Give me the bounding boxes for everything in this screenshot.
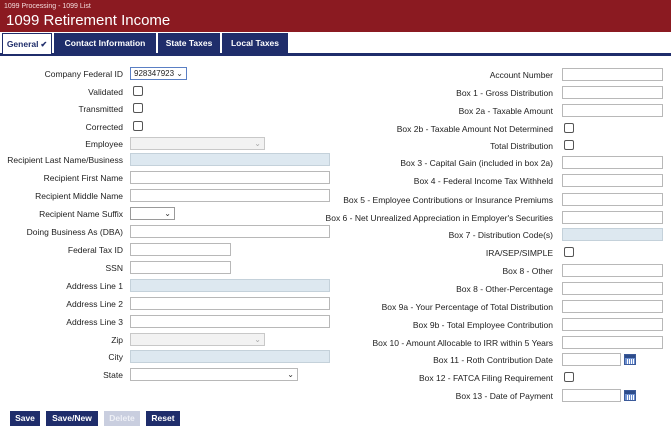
box9a-input[interactable] bbox=[562, 300, 663, 313]
recipient-first-name-label: Recipient First Name bbox=[43, 173, 123, 183]
recipient-last-name-label: Recipient Last Name/Business bbox=[7, 155, 123, 165]
federal-tax-id-label: Federal Tax ID bbox=[67, 245, 123, 255]
tab-contact-information-label: Contact Information bbox=[64, 38, 146, 48]
box11-date-input[interactable] bbox=[562, 353, 621, 366]
page-title: 1099 Retirement Income bbox=[6, 12, 171, 29]
box10-input[interactable] bbox=[562, 336, 663, 349]
reset-button[interactable]: Reset bbox=[146, 411, 180, 426]
box8-percentage-label: Box 8 - Other-Percentage bbox=[456, 284, 553, 294]
account-number-label: Account Number bbox=[489, 70, 553, 80]
validated-checkbox[interactable] bbox=[133, 86, 143, 96]
city-label: City bbox=[108, 352, 123, 362]
breadcrumb: 1099 Processing - 1099 List bbox=[4, 3, 91, 10]
box2a-input[interactable] bbox=[562, 104, 663, 117]
zip-label: Zip bbox=[111, 335, 123, 345]
tab-general[interactable] bbox=[2, 33, 52, 54]
box12-checkbox[interactable] bbox=[564, 372, 574, 382]
box9b-label: Box 9b - Total Employee Contribution bbox=[412, 320, 553, 330]
box9b-input[interactable] bbox=[562, 318, 663, 331]
corrected-checkbox[interactable] bbox=[133, 121, 143, 131]
zip-select[interactable] bbox=[130, 333, 265, 346]
tab-state-taxes-label: State Taxes bbox=[165, 38, 213, 48]
state-label: State bbox=[103, 370, 123, 380]
tab-local-taxes-label: Local Taxes bbox=[230, 38, 280, 48]
tab-local-taxes[interactable] bbox=[222, 33, 288, 53]
box11-label: Box 11 - Roth Contribution Date bbox=[433, 355, 553, 365]
box2b-checkbox[interactable] bbox=[564, 123, 574, 133]
tab-contact-information[interactable] bbox=[54, 33, 156, 53]
box13-date-input[interactable] bbox=[562, 389, 621, 402]
save-button[interactable]: Save bbox=[10, 411, 40, 426]
calendar-icon[interactable] bbox=[624, 390, 636, 401]
save-new-button[interactable]: Save/New bbox=[46, 411, 98, 426]
dba-input[interactable] bbox=[130, 225, 330, 238]
validated-label: Validated bbox=[88, 87, 123, 97]
address-line-2-input[interactable] bbox=[130, 297, 330, 310]
city-input[interactable] bbox=[130, 350, 330, 363]
federal-tax-id-input[interactable] bbox=[130, 243, 231, 256]
corrected-label: Corrected bbox=[85, 122, 123, 132]
company-federal-id-select[interactable] bbox=[130, 67, 187, 80]
employee-label: Employee bbox=[85, 139, 123, 149]
dba-label: Doing Business As (DBA) bbox=[26, 227, 123, 237]
box5-label: Box 5 - Employee Contributions or Insurance Premiums bbox=[343, 195, 553, 205]
ssn-input[interactable] bbox=[130, 261, 231, 274]
address-line-1-input[interactable] bbox=[130, 279, 330, 292]
box4-input[interactable] bbox=[562, 174, 663, 187]
box6-input[interactable] bbox=[562, 211, 663, 224]
box5-input[interactable] bbox=[562, 193, 663, 206]
address-line-3-label: Address Line 3 bbox=[66, 317, 123, 327]
tab-bar bbox=[0, 33, 671, 56]
tab-state-taxes[interactable] bbox=[158, 33, 220, 53]
box4-label: Box 4 - Federal Income Tax Withheld bbox=[413, 176, 553, 186]
total-distribution-checkbox[interactable] bbox=[564, 140, 574, 150]
chevron-down-icon: ⌄ bbox=[287, 370, 294, 379]
box1-label: Box 1 - Gross Distribution bbox=[456, 88, 553, 98]
address-line-2-label: Address Line 2 bbox=[66, 299, 123, 309]
box3-label: Box 3 - Capital Gain (included in box 2a) bbox=[400, 158, 553, 168]
recipient-middle-name-label: Recipient Middle Name bbox=[35, 191, 123, 201]
recipient-middle-name-input[interactable] bbox=[130, 189, 330, 202]
box1-input[interactable] bbox=[562, 86, 663, 99]
recipient-name-suffix-select[interactable] bbox=[130, 207, 175, 220]
box9a-label: Box 9a - Your Percentage of Total Distribution bbox=[381, 302, 553, 312]
box2a-label: Box 2a - Taxable Amount bbox=[458, 106, 553, 116]
recipient-last-name-input[interactable] bbox=[130, 153, 330, 166]
delete-button[interactable]: Delete bbox=[104, 411, 140, 426]
ira-sep-simple-label: IRA/SEP/SIMPLE bbox=[485, 248, 553, 258]
box10-label: Box 10 - Amount Allocable to IRR within 5 Years bbox=[372, 338, 553, 348]
box8-input[interactable] bbox=[562, 264, 663, 277]
tab-general-label: General bbox=[6, 39, 39, 49]
calendar-icon[interactable] bbox=[624, 354, 636, 365]
employee-select[interactable] bbox=[130, 137, 265, 150]
box13-label: Box 13 - Date of Payment bbox=[455, 391, 553, 401]
recipient-first-name-input[interactable] bbox=[130, 171, 330, 184]
chevron-down-icon: ⌄ bbox=[254, 335, 261, 344]
company-federal-id-label: Company Federal ID bbox=[44, 69, 123, 79]
chevron-down-icon: ⌄ bbox=[176, 69, 183, 78]
ssn-label: SSN bbox=[105, 263, 123, 273]
address-line-3-input[interactable] bbox=[130, 315, 330, 328]
company-federal-id-value: 928347923 bbox=[134, 69, 175, 78]
box6-label: Box 6 - Net Unrealized Appreciation in Employer's Securities bbox=[325, 213, 553, 223]
chevron-down-icon: ⌄ bbox=[164, 209, 171, 218]
address-line-1-label: Address Line 1 bbox=[66, 281, 123, 291]
box3-input[interactable] bbox=[562, 156, 663, 169]
ira-sep-simple-checkbox[interactable] bbox=[564, 247, 574, 257]
account-number-input[interactable] bbox=[562, 68, 663, 81]
recipient-name-suffix-label: Recipient Name Suffix bbox=[39, 209, 123, 219]
box12-label: Box 12 - FATCA Filing Requirement bbox=[418, 373, 553, 383]
check-icon: ✔ bbox=[40, 40, 48, 49]
page-header bbox=[0, 0, 671, 32]
transmitted-label: Transmitted bbox=[78, 104, 123, 114]
box7-input[interactable] bbox=[562, 228, 663, 241]
transmitted-checkbox[interactable] bbox=[133, 103, 143, 113]
box8-percentage-input[interactable] bbox=[562, 282, 663, 295]
box2b-label: Box 2b - Taxable Amount Not Determined bbox=[396, 124, 553, 134]
state-select[interactable] bbox=[130, 368, 298, 381]
total-distribution-label: Total Distribution bbox=[490, 141, 553, 151]
box7-label: Box 7 - Distribution Code(s) bbox=[448, 230, 553, 240]
chevron-down-icon: ⌄ bbox=[254, 139, 261, 148]
box8-label: Box 8 - Other bbox=[502, 266, 553, 276]
